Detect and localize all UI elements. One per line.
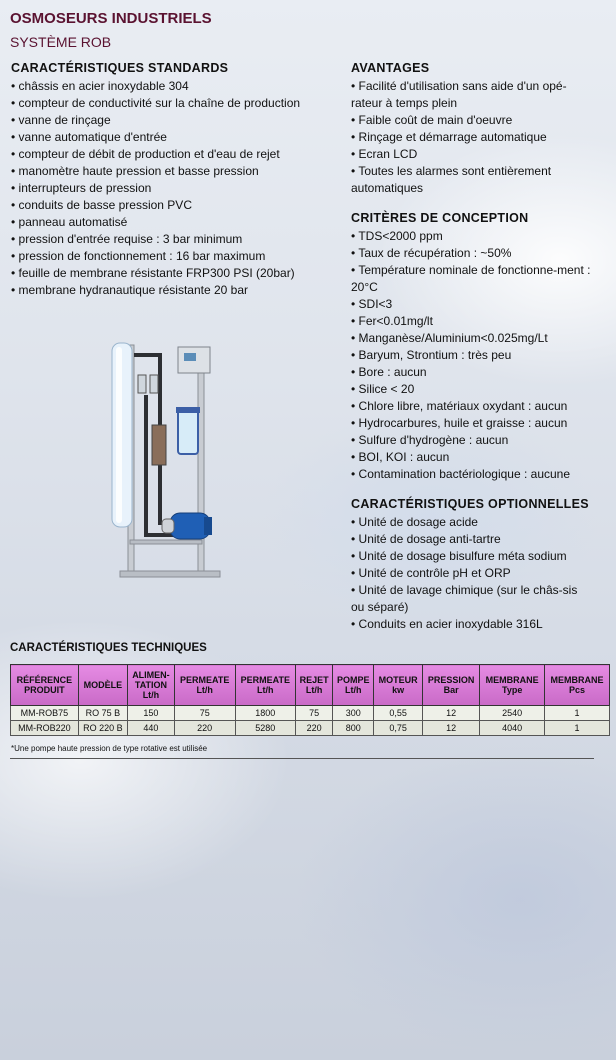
table-cell: 1800 (235, 706, 296, 721)
column-header-line: Pcs (569, 685, 586, 695)
standards-section (11, 61, 331, 299)
column-header (174, 665, 235, 706)
options-section (351, 497, 591, 633)
column-header-line: ALIMEN- (132, 670, 170, 680)
standards-item: • panneau automatisé (11, 214, 331, 231)
table-body (11, 706, 610, 736)
advantages-section (351, 61, 591, 197)
table-cell: 0,75 (374, 721, 423, 736)
standards-item: • vanne automatique d'entrée (11, 129, 331, 146)
table-cell: 4040 (480, 721, 545, 736)
design-criteria-item: • Manganèse/Aluminium<0.025mg/Lt (351, 330, 591, 347)
options-title: CARACTÉRISTIQUES OPTIONNELLES (351, 497, 589, 511)
column-header-line: Type (502, 685, 523, 695)
table-cell: 440 (128, 721, 175, 736)
standards-title: CARACTÉRISTIQUES STANDARDS (11, 61, 229, 75)
table-cell: 0,55 (374, 706, 423, 721)
table-header-row (11, 665, 610, 706)
column-header-line: Lt/h (257, 685, 274, 695)
option-item: • Unité de dosage bisulfure méta sodium (351, 548, 591, 565)
table-cell: RO 220 B (78, 721, 127, 736)
page-title: OSMOSEURS INDUSTRIELS (10, 10, 212, 27)
column-header-line: kw (392, 685, 405, 695)
design-criteria-item: • Contamination bactériologique : aucune (351, 466, 591, 483)
table-cell: 2540 (480, 706, 545, 721)
column-header (235, 665, 296, 706)
table-cell: MM-ROB75 (11, 706, 79, 721)
option-item: • Unité de contrôle pH et ORP (351, 565, 591, 582)
design-criteria-item: • Température nominale de fonctionne-ment : 20°C (351, 262, 591, 296)
option-item: • Unité de dosage acide (351, 514, 591, 531)
left-column (11, 61, 331, 313)
column-header-line: MEMBRANE (550, 675, 604, 685)
column-header-line: MOTEUR (378, 675, 418, 685)
design-criteria-item: • Hydrocarbures, huile et graisse : aucun (351, 415, 591, 432)
table-cell: 75 (174, 706, 235, 721)
standards-item: • châssis en acier inoxydable 304 (11, 78, 331, 95)
design-criteria-item: • TDS<2000 ppm (351, 228, 591, 245)
table-cell: 220 (174, 721, 235, 736)
options-list (351, 514, 591, 633)
standards-item: • interrupteurs de pression (11, 180, 331, 197)
design-list (351, 228, 591, 483)
design-criteria-item: • Baryum, Strontium : très peu (351, 347, 591, 364)
ro-unit-illustration (100, 335, 240, 585)
standards-list (11, 78, 331, 299)
column-header-line: MODÈLE (83, 680, 123, 690)
option-item: • Conduits en acier inoxydable 316L (351, 616, 591, 633)
column-header-line: REJET (299, 675, 329, 685)
technical-table (10, 664, 610, 736)
standards-item: • membrane hydranautique résistante 20 bar (11, 282, 331, 299)
design-criteria-item: • BOI, KOI : aucun (351, 449, 591, 466)
column-header (128, 665, 175, 706)
column-header-line: TATION (134, 680, 168, 690)
table-cell: 800 (333, 721, 374, 736)
design-criteria-item: • Silice < 20 (351, 381, 591, 398)
table-cell: 75 (296, 706, 333, 721)
standards-item: • pression d'entrée requise : 3 bar minimum (11, 231, 331, 248)
column-header (480, 665, 545, 706)
column-header-line: PRESSION (427, 675, 475, 685)
table-cell: 1 (545, 706, 610, 721)
column-header (333, 665, 374, 706)
table-row (11, 706, 610, 721)
design-criteria-item: • Fer<0.01mg/lt (351, 313, 591, 330)
table-cell: MM-ROB220 (11, 721, 79, 736)
advantages-title: AVANTAGES (351, 61, 430, 75)
right-column (351, 61, 591, 647)
column-header-line: Lt/h (305, 685, 323, 695)
option-item: • Unité de lavage chimique (sur le châs-sis ou séparé) (351, 582, 591, 616)
table-cell: 150 (128, 706, 175, 721)
table-cell: 5280 (235, 721, 296, 736)
table-cell: 300 (333, 706, 374, 721)
standards-item: • feuille de membrane résistante FRP300 PSI (20bar) (11, 265, 331, 282)
design-criteria-item: • Taux de récupération : ~50% (351, 245, 591, 262)
design-criteria-item: • Chlore libre, matériaux oxydant : aucun (351, 398, 591, 415)
table-cell: 1 (545, 721, 610, 736)
divider (10, 758, 594, 759)
design-section (351, 211, 591, 483)
standards-item: • pression de fonctionnement : 16 bar maximum (11, 248, 331, 265)
column-header-line: RÉFÉRENCE (16, 675, 73, 685)
column-header-line: POMPE (336, 675, 370, 685)
table-cell: 12 (422, 721, 479, 736)
column-header-line: Bar (443, 685, 459, 695)
column-header-line: PRODUIT (24, 685, 65, 695)
column-header-line: PERMEATE (240, 675, 290, 685)
design-criteria-item: • Sulfure d'hydrogène : aucun (351, 432, 591, 449)
advantage-item: • Ecran LCD (351, 146, 591, 163)
option-item: • Unité de dosage anti-tartre (351, 531, 591, 548)
standards-item: • conduits de basse pression PVC (11, 197, 331, 214)
page-subtitle: SYSTÈME ROB (10, 34, 112, 50)
standards-item: • compteur de conductivité sur la chaîne de production (11, 95, 331, 112)
technical-title: CARACTÉRISTIQUES TECHNIQUES (10, 642, 207, 654)
table-row (11, 721, 610, 736)
advantage-item: • Rinçage et démarrage automatique (351, 129, 591, 146)
footnote: *Une pompe haute pression de type rotative est utilisée (11, 744, 208, 753)
standards-item: • vanne de rinçage (11, 112, 331, 129)
design-criteria-item: • Bore : aucun (351, 364, 591, 381)
column-header-line: Lt/h (142, 690, 160, 700)
standards-item: • compteur de débit de production et d'eau de rejet (11, 146, 331, 163)
table-cell: 220 (296, 721, 333, 736)
standards-item: • manomètre haute pression et basse pression (11, 163, 331, 180)
advantage-item: • Toutes les alarmes sont entièrement automatiques (351, 163, 591, 197)
table-cell: RO 75 B (78, 706, 127, 721)
column-header (78, 665, 127, 706)
column-header (422, 665, 479, 706)
column-header-line: Lt/h (196, 685, 213, 695)
advantage-item: • Faible coût de main d'oeuvre (351, 112, 591, 129)
table-cell: 12 (422, 706, 479, 721)
column-header (545, 665, 610, 706)
column-header (296, 665, 333, 706)
design-criteria-item: • SDI<3 (351, 296, 591, 313)
column-header (374, 665, 423, 706)
column-header (11, 665, 79, 706)
advantages-list (351, 78, 591, 197)
column-header-line: PERMEATE (180, 675, 230, 685)
advantage-item: • Facilité d'utilisation sans aide d'un opé-rateur à temps plein (351, 78, 591, 112)
column-header-line: MEMBRANE (485, 675, 539, 685)
column-header-line: Lt/h (344, 685, 362, 695)
design-title: CRITÈRES DE CONCEPTION (351, 211, 529, 225)
